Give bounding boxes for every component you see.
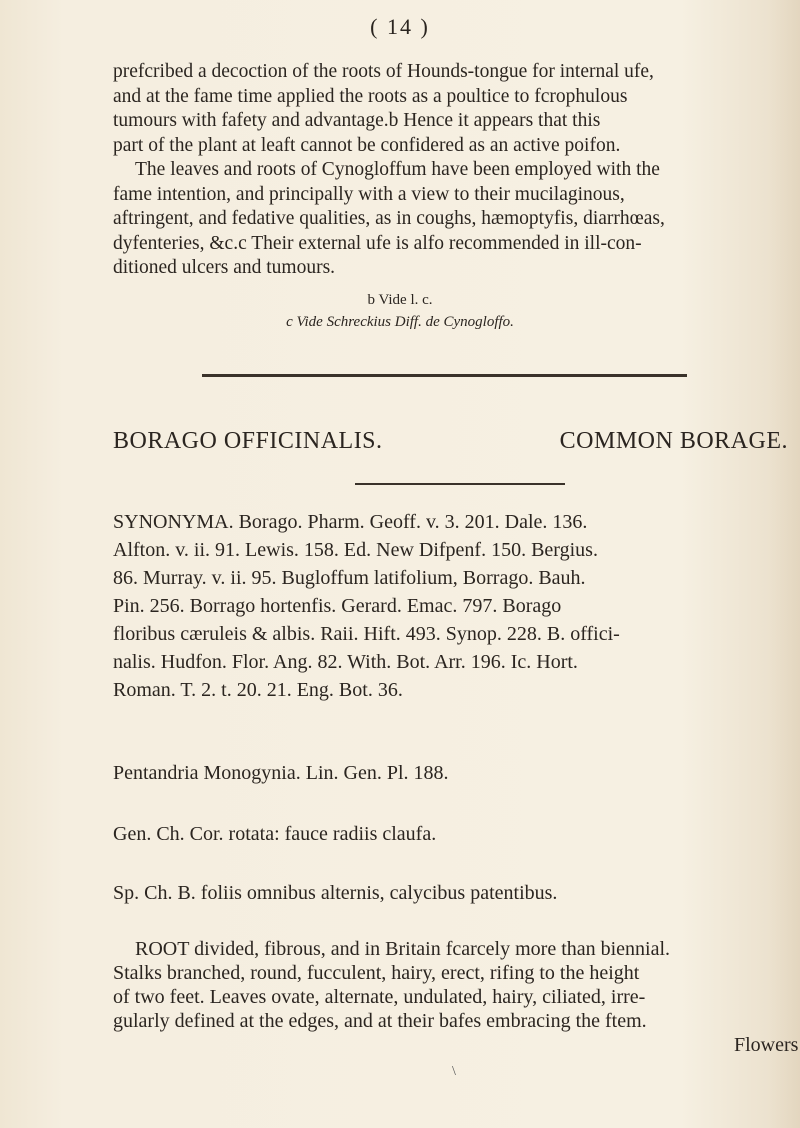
text-line: Roman. T. 2. t. 20. 21. Eng. Bot. 36. (113, 679, 403, 701)
text-line: fame intention, and principally with a view to their mucilaginous, (113, 183, 625, 205)
text-line: floribus cæruleis & albis. Raii. Hift. 493. Synop. 228. B. offici- (113, 623, 620, 645)
text-line: of two feet. Leaves ovate, alternate, undulated, hairy, ciliated, irre- (113, 986, 646, 1008)
signature-mark: \ (452, 1064, 456, 1079)
text-line: nalis. Hudfon. Flor. Ang. 82. With. Bot. Arr. 196. Ic. Hort. (113, 651, 578, 673)
text-line: aftringent, and fedative qualities, as in coughs, hæmoptyfis, diarrhœas, (113, 208, 665, 229)
text-line: and at the fame time applied the roots as a poultice to fcrophulous (113, 85, 628, 107)
classification: Pentandria Monogynia. Lin. Gen. Pl. 188. (113, 762, 449, 784)
footnote-b: b Vide l. c. (367, 292, 433, 308)
text-line: SYNONYMA. Borago. Pharm. Geoff. v. 3. 201. Dale. 136. (113, 511, 588, 533)
text-line: Stalks branched, round, fucculent, hairy, erect, rifing to the height (113, 962, 640, 984)
section-heading (113, 428, 788, 455)
description-paragraph (113, 937, 793, 1033)
paragraph-cynoglossum (113, 158, 788, 281)
text-line: Pin. 256. Borrago hortenfis. Gerard. Emac. 797. Borago (113, 595, 562, 617)
text-line: gularly defined at the edges, and at their bafes embracing the ftem. (113, 1010, 647, 1032)
text-line: part of the plant at leaft cannot be confidered as an active poifon. (113, 134, 621, 156)
specific-character: Sp. Ch. B. foliis omnibus alternis, calycibus patentibus. (113, 882, 558, 904)
catchword: Flowers (734, 1034, 799, 1056)
heading-common-name: COMMON BORAGE. (559, 428, 788, 454)
section-divider (202, 374, 687, 377)
heading-latin-name: BORAGO OFFICINALIS. (113, 428, 383, 454)
text-line: tumours with fafety and advantage.b Hence it appears that this (113, 110, 601, 131)
text-line: Alfton. v. ii. 91. Lewis. 158. Ed. New Difpenf. 150. Bergius. (113, 539, 598, 561)
paragraph-hounds-tongue (113, 60, 788, 158)
text-line: 86. Murray. v. ii. 95. Bugloffum latifolium, Borrago. Bauh. (113, 567, 586, 589)
text-line: dyfenteries, &c.c Their external ufe is alfo recommended in ill-con- (113, 232, 642, 254)
synonyma-block (113, 508, 788, 704)
text-line: ROOT divided, fibrous, and in Britain fcarcely more than biennial. (135, 938, 671, 960)
text-line: The leaves and roots of Cynogloffum have been employed with the (135, 159, 660, 180)
text-line: ditioned ulcers and tumours. (113, 257, 336, 278)
page-number: ( 14 ) (370, 14, 430, 39)
footnote-c: c Vide Schreckius Diff. de Cynogloffo. (286, 314, 514, 330)
text-line: prefcribed a decoction of the roots of Hounds-tongue for internal ufe, (113, 61, 654, 82)
generic-character: Gen. Ch. Cor. rotata: fauce radiis claufa. (113, 823, 437, 845)
heading-underline (355, 483, 565, 485)
